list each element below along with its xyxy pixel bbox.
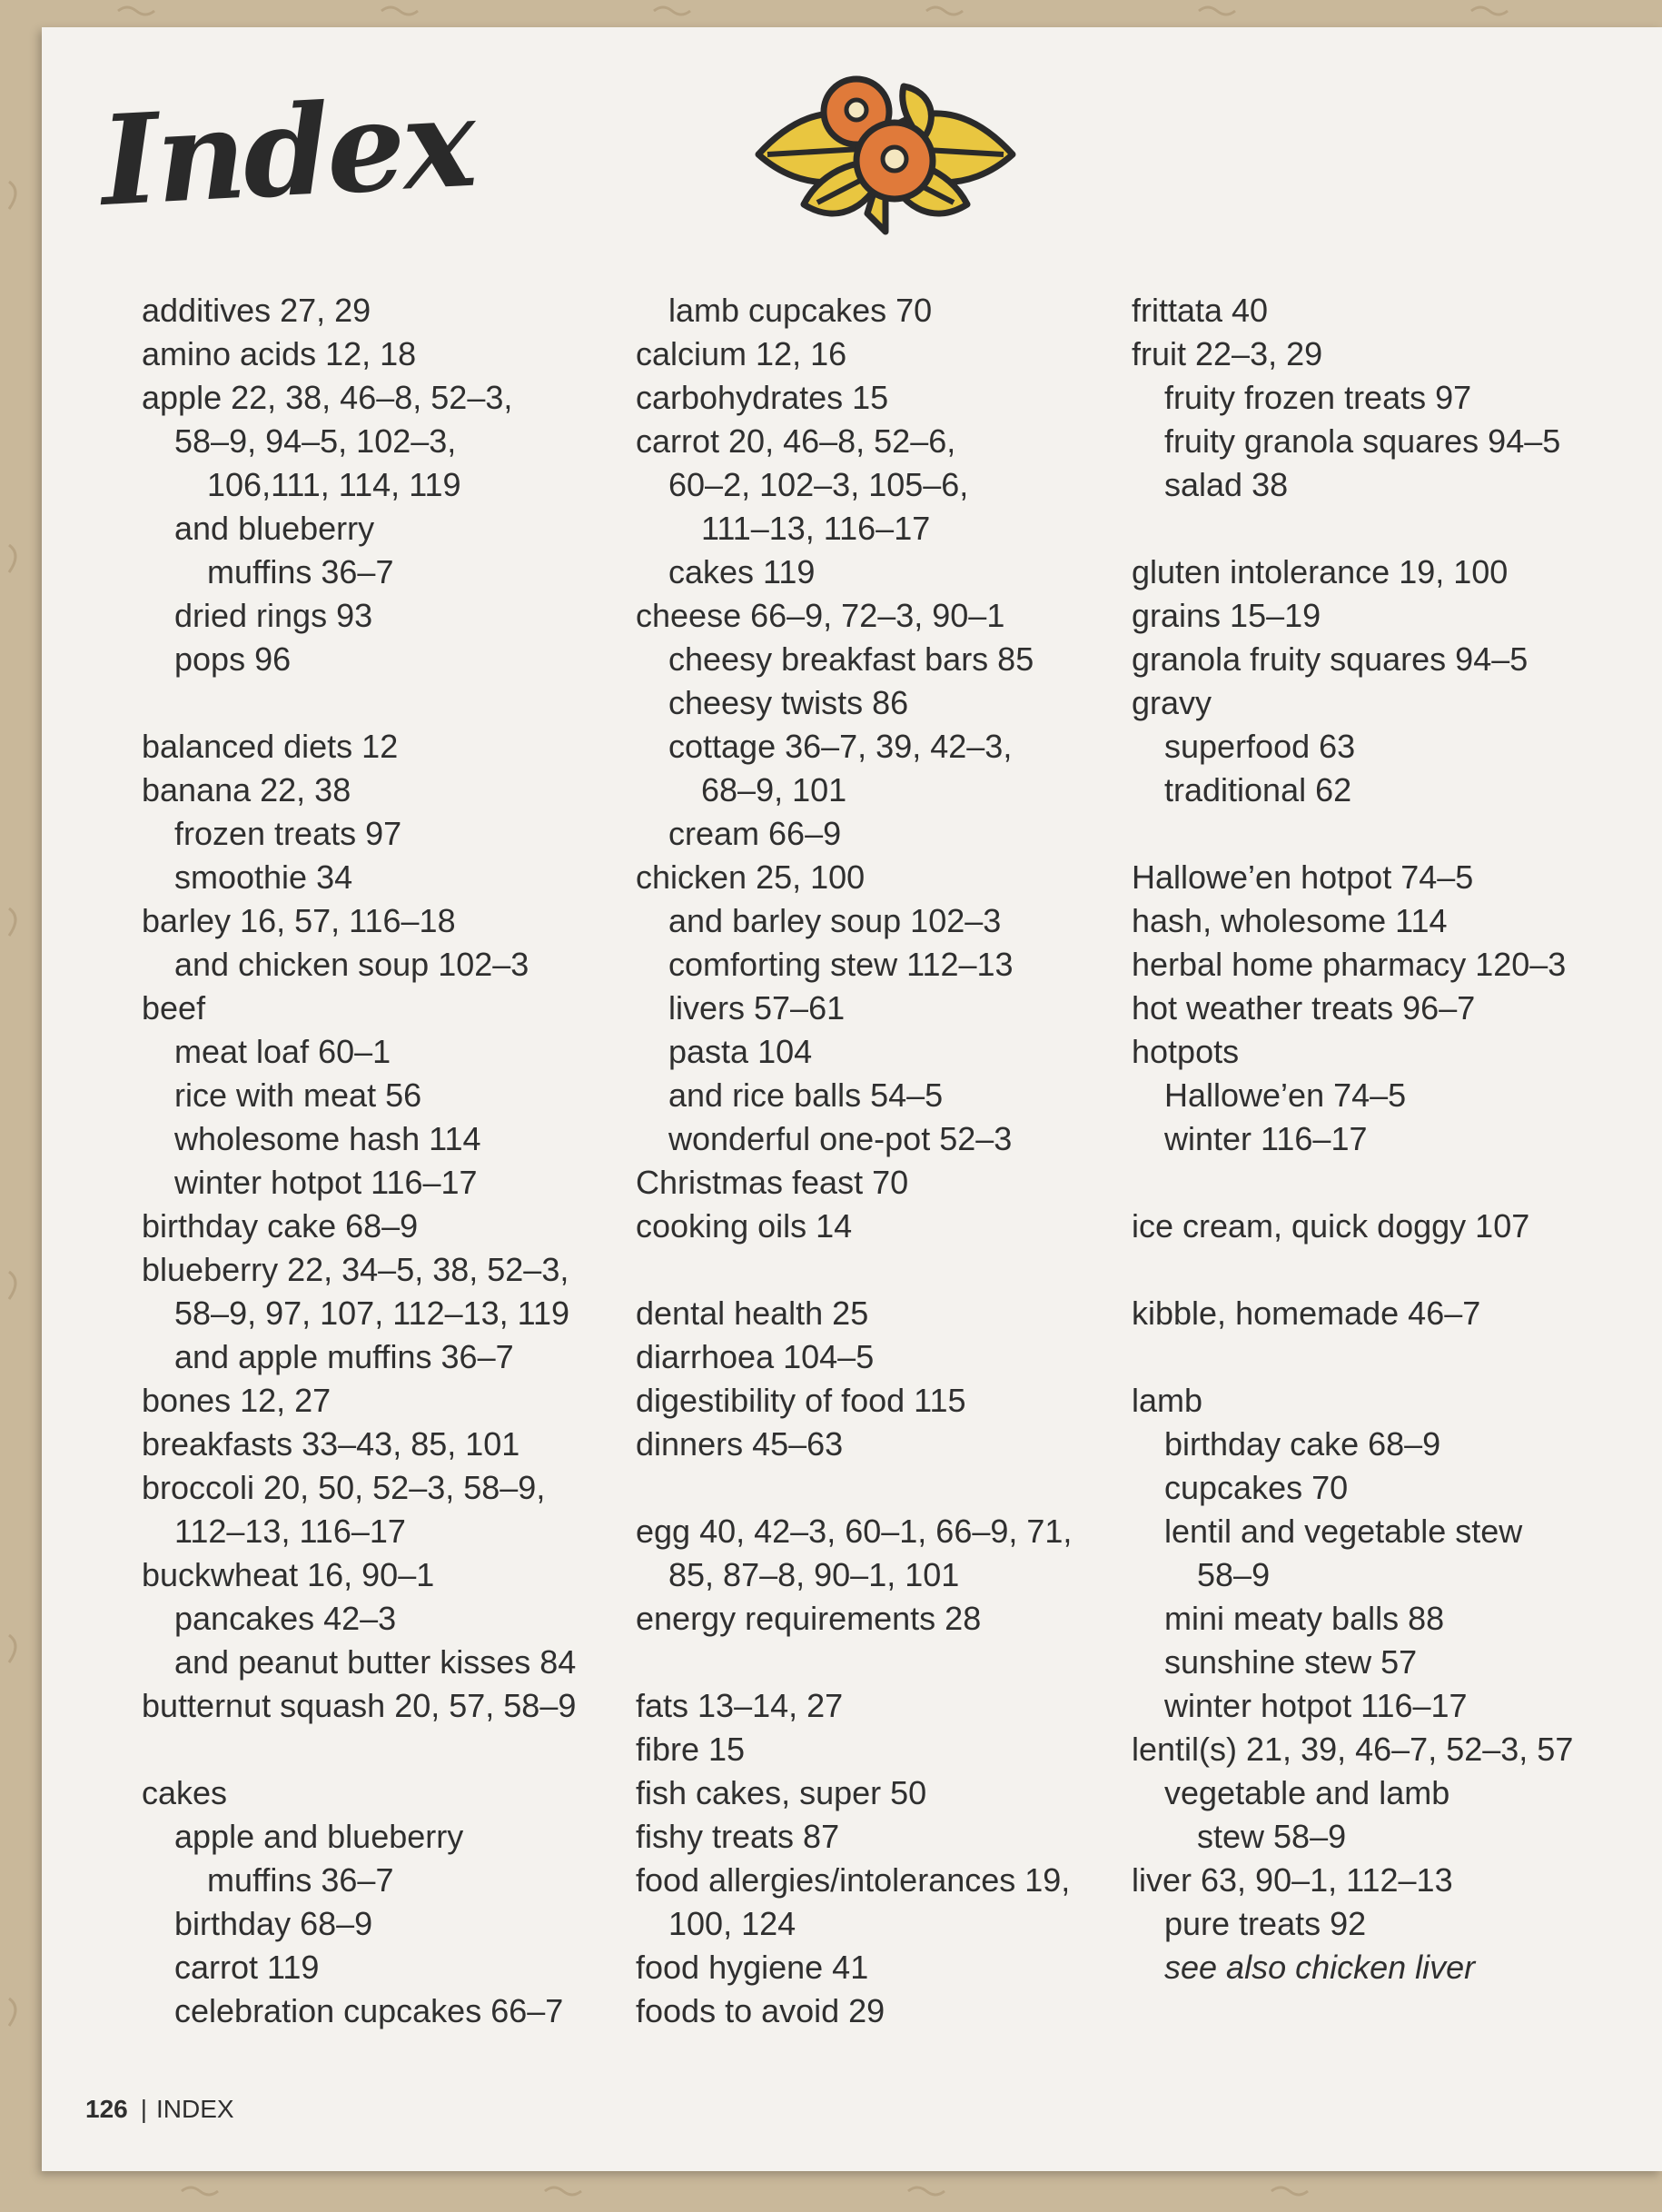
index-entry: fishy treats 87 [636, 1818, 840, 1855]
index-entry: fibre 15 [636, 1731, 746, 1768]
index-subentry: livers 57–61 [668, 989, 846, 1027]
index-subentry: and chicken soup 102–3 [174, 946, 529, 983]
index-subentry: winter hotpot 116–17 [1164, 1687, 1468, 1724]
index-subentry: pasta 104 [668, 1033, 813, 1070]
index-gap [1132, 507, 1640, 551]
index-subentry: dried rings 93 [174, 597, 373, 634]
index-entry: fruit 22–3, 29 [1132, 335, 1323, 372]
index-subentry: wonderful one-pot 52–3 [668, 1120, 1013, 1157]
index-subentry: smoothie 34 [174, 858, 353, 896]
index-entry: gravy [1132, 684, 1212, 721]
index-entry: balanced diets 12 [142, 728, 399, 765]
index-entry: dental health 25 [636, 1294, 869, 1332]
index-entry: chicken 25, 100 [636, 858, 866, 896]
index-subentry: pancakes 42–3 [174, 1600, 397, 1637]
index-entry: kibble, homemade 46–7 [1132, 1294, 1481, 1332]
index-column-2 [636, 289, 1144, 2033]
index-subentry: 68–9, 101 [701, 771, 847, 808]
index-subentry: comforting stew 112–13 [668, 946, 1014, 983]
index-subentry: 85, 87–8, 90–1, 101 [668, 1556, 960, 1593]
index-subentry: 111–13, 116–17 [701, 510, 931, 547]
index-column-3 [1132, 289, 1640, 1989]
index-subentry: 60–2, 102–3, 105–6, [668, 466, 969, 503]
index-entry: lamb [1132, 1382, 1203, 1419]
index-entry: hot weather treats 96–7 [1132, 989, 1476, 1027]
index-subentry: birthday cake 68–9 [1164, 1425, 1441, 1463]
index-subentry: 58–9 [1197, 1556, 1271, 1593]
index-entry: cakes [142, 1774, 228, 1811]
index-subentry: cheesy breakfast bars 85 [668, 640, 1034, 678]
index-subentry: cheesy twists 86 [668, 684, 909, 721]
index-subentry: Hallowe’en 74–5 [1164, 1076, 1407, 1114]
index-entry: fish cakes, super 50 [636, 1774, 927, 1811]
index-entry: beef [142, 989, 206, 1027]
index-subentry: cream 66–9 [668, 815, 842, 852]
index-entry: cooking oils 14 [636, 1207, 853, 1245]
index-entry: food hygiene 41 [636, 1949, 869, 1986]
index-subentry: see also chicken liver [1164, 1949, 1476, 1986]
page-title: Index [97, 69, 478, 234]
index-entry: amino acids 12, 18 [142, 335, 417, 372]
index-entry: grains 15–19 [1132, 597, 1321, 634]
index-subentry: cottage 36–7, 39, 42–3, [668, 728, 1013, 765]
index-subentry: rice with meat 56 [174, 1076, 422, 1114]
index-subentry: vegetable and lamb [1164, 1774, 1450, 1811]
page-footer [85, 2095, 234, 2124]
index-subentry: 100, 124 [668, 1905, 796, 1942]
index-entry: digestibility of food 115 [636, 1382, 966, 1419]
index-subentry: muffins 36–7 [207, 1861, 394, 1899]
index-subentry: apple and blueberry [174, 1818, 464, 1855]
index-subentry: frozen treats 97 [174, 815, 402, 852]
index-entry: liver 63, 90–1, 112–13 [1132, 1861, 1453, 1899]
index-entry: gluten intolerance 19, 100 [1132, 553, 1509, 590]
index-subentry: mini meaty balls 88 [1164, 1600, 1445, 1637]
index-entry: apple 22, 38, 46–8, 52–3, [142, 379, 513, 416]
footer-section-label: INDEX [156, 2095, 234, 2123]
footer-separator: | [140, 2095, 147, 2123]
index-column-1 [142, 289, 650, 2033]
index-subentry: 106,111, 114, 119 [207, 466, 461, 503]
index-entry: hotpots [1132, 1033, 1240, 1070]
index-subentry: fruity granola squares 94–5 [1164, 422, 1561, 460]
index-subentry: meat loaf 60–1 [174, 1033, 391, 1070]
index-entry: foods to avoid 29 [636, 1992, 885, 2029]
index-entry: breakfasts 33–43, 85, 101 [142, 1425, 520, 1463]
index-entry: carrot 20, 46–8, 52–6, [636, 422, 956, 460]
index-entry: food allergies/intolerances 19, [636, 1861, 1071, 1899]
index-subentry: superfood 63 [1164, 728, 1356, 765]
index-entry: granola fruity squares 94–5 [1132, 640, 1528, 678]
index-subentry: and rice balls 54–5 [668, 1076, 944, 1114]
index-subentry: pure treats 92 [1164, 1905, 1367, 1942]
berry-leaf-emblem-icon [749, 68, 1022, 241]
index-gap [636, 1248, 1144, 1292]
index-entry: butternut squash 20, 57, 58–9 [142, 1687, 577, 1724]
index-entry: ice cream, quick doggy 107 [1132, 1207, 1530, 1245]
index-entry: dinners 45–63 [636, 1425, 844, 1463]
index-subentry: celebration cupcakes 66–7 [174, 1992, 564, 2029]
index-entry: Christmas feast 70 [636, 1164, 909, 1201]
index-gap [636, 1641, 1144, 1684]
index-entry: broccoli 20, 50, 52–3, 58–9, [142, 1469, 546, 1506]
index-subentry: and apple muffins 36–7 [174, 1338, 514, 1375]
index-entry: bones 12, 27 [142, 1382, 331, 1419]
index-subentry: and peanut butter kisses 84 [174, 1643, 577, 1681]
index-subentry: 112–13, 116–17 [174, 1513, 406, 1550]
index-subentry: and blueberry [174, 510, 375, 547]
index-subentry: wholesome hash 114 [174, 1120, 481, 1157]
index-gap [636, 1466, 1144, 1510]
index-subentry: salad 38 [1164, 466, 1289, 503]
index-entry: energy requirements 28 [636, 1600, 982, 1637]
index-subentry: and barley soup 102–3 [668, 902, 1002, 939]
index-entry: banana 22, 38 [142, 771, 351, 808]
index-entry: blueberry 22, 34–5, 38, 52–3, [142, 1251, 569, 1288]
index-subentry: winter hotpot 116–17 [174, 1164, 478, 1201]
index-entry: barley 16, 57, 116–18 [142, 902, 456, 939]
index-subentry: muffins 36–7 [207, 553, 394, 590]
index-subentry: traditional 62 [1164, 771, 1352, 808]
index-entry: calcium 12, 16 [636, 335, 847, 372]
index-entry: lentil(s) 21, 39, 46–7, 52–3, 57 [1132, 1731, 1574, 1768]
index-subentry: sunshine stew 57 [1164, 1643, 1418, 1681]
index-gap [1132, 1335, 1640, 1379]
index-entry: cheese 66–9, 72–3, 90–1 [636, 597, 1005, 634]
index-gap [1132, 812, 1640, 856]
index-subentry: 58–9, 97, 107, 112–13, 119 [174, 1294, 570, 1332]
index-entry: carbohydrates 15 [636, 379, 889, 416]
index-entry: hash, wholesome 114 [1132, 902, 1448, 939]
index-gap [142, 1728, 650, 1771]
index-subentry: stew 58–9 [1197, 1818, 1347, 1855]
index-entry: birthday cake 68–9 [142, 1207, 419, 1245]
index-gap [1132, 1248, 1640, 1292]
index-subentry: fruity frozen treats 97 [1164, 379, 1472, 416]
index-entry: diarrhoea 104–5 [636, 1338, 875, 1375]
index-subentry: cakes 119 [668, 553, 816, 590]
index-entry: egg 40, 42–3, 60–1, 66–9, 71, [636, 1513, 1073, 1550]
index-entry: buckwheat 16, 90–1 [142, 1556, 435, 1593]
index-subentry: winter 116–17 [1164, 1120, 1368, 1157]
index-subentry: birthday 68–9 [174, 1905, 373, 1942]
index-subentry: 58–9, 94–5, 102–3, [174, 422, 457, 460]
index-entry: frittata 40 [1132, 292, 1269, 329]
page-number: 126 [85, 2095, 128, 2123]
index-entry: additives 27, 29 [142, 292, 371, 329]
index-entry: fats 13–14, 27 [636, 1687, 844, 1724]
index-subentry: pops 96 [174, 640, 292, 678]
index-subentry: lamb cupcakes 70 [668, 292, 933, 329]
index-gap [142, 681, 650, 725]
index-subentry: carrot 119 [174, 1949, 320, 1986]
index-entry: Hallowe’en hotpot 74–5 [1132, 858, 1474, 896]
index-entry: herbal home pharmacy 120–3 [1132, 946, 1567, 983]
index-subentry: lentil and vegetable stew [1164, 1513, 1523, 1550]
index-gap [1132, 1161, 1640, 1205]
index-subentry: cupcakes 70 [1164, 1469, 1349, 1506]
